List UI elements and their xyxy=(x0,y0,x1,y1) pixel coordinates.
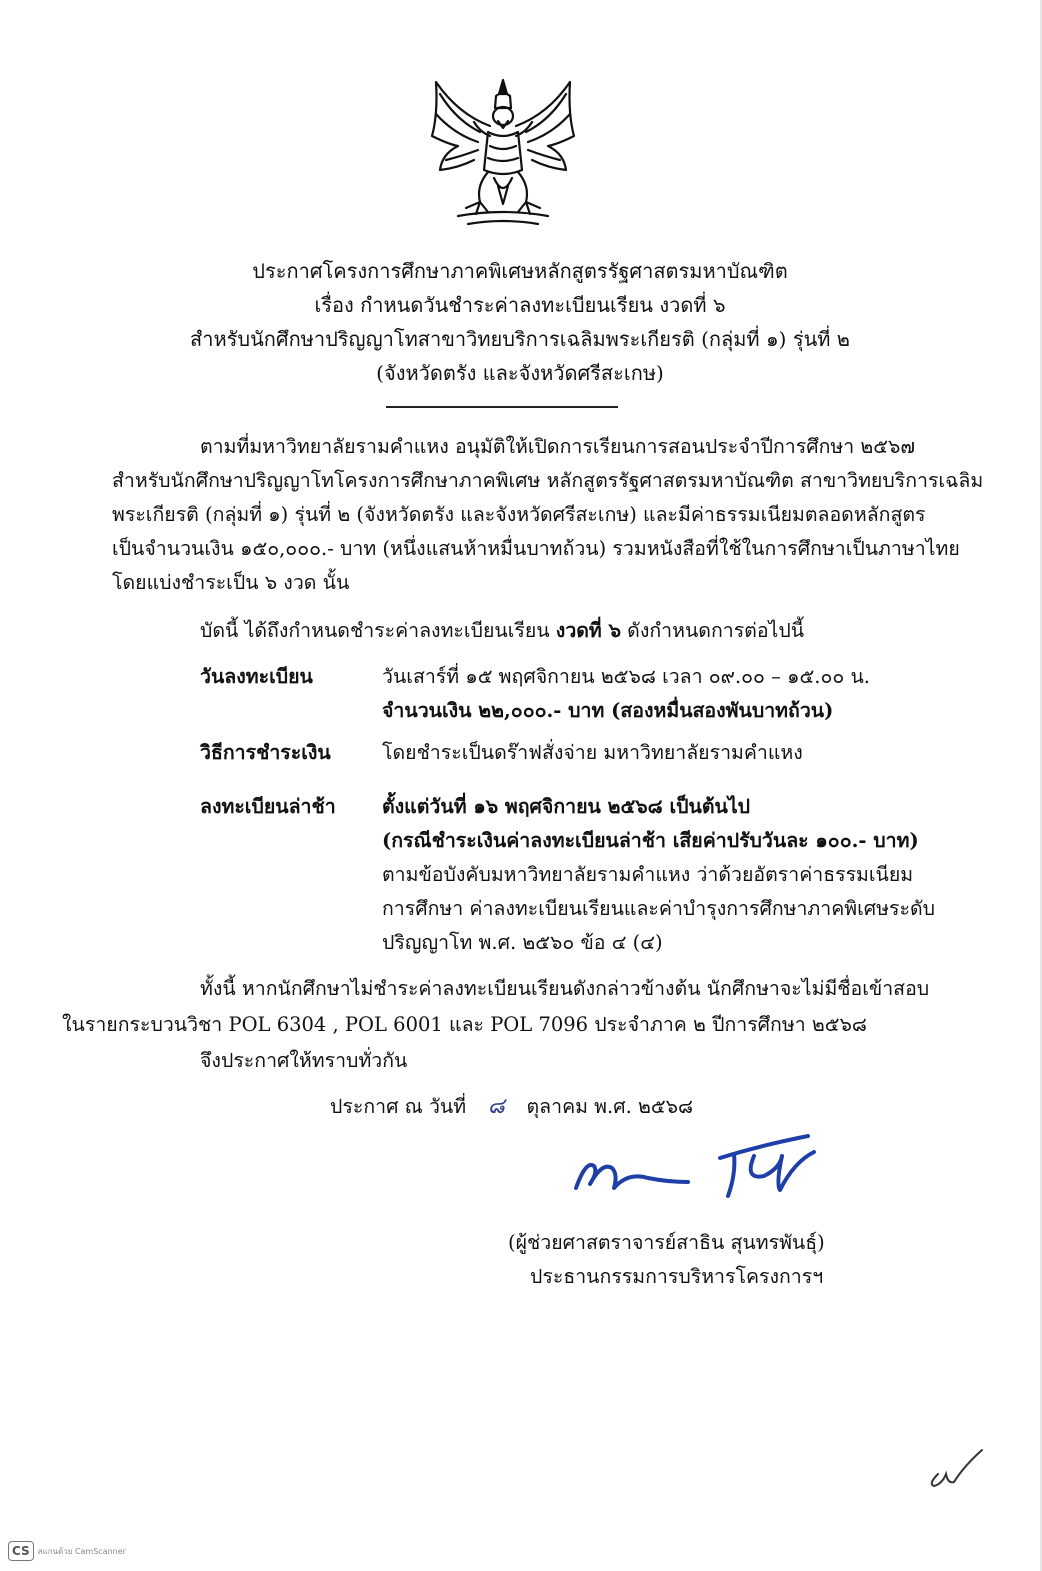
announce-line xyxy=(200,614,804,648)
payment-label: วิธีการชำระเงิน xyxy=(200,741,331,764)
garuda-emblem-icon xyxy=(418,74,588,234)
payment-method: โดยชำระเป็นดร๊าฟสั่งจ่าย มหาวิทยาลัยรามคำแหง xyxy=(382,741,803,764)
registration-label: วันลงทะเบียน xyxy=(200,665,313,688)
announcement-title xyxy=(120,254,920,390)
closing-line-1: ทั้งนี้ หากนักศึกษาไม่ชำระค่าลงทะเบียนเรียนดังกล่าวข้างต้น นักศึกษาจะไม่มีชื่อเข้าสอบ xyxy=(200,977,930,1000)
signatory-name: (ผู้ช่วยศาสตราจารย์สาธิน สุนทรพันธุ์) xyxy=(508,1231,825,1254)
registration-date: วันเสาร์ที่ ๑๕ พฤศจิกายน ๒๕๖๘ เวลา ๐๙.๐๐ – ๑๕.๐๐ น. xyxy=(382,665,870,688)
handwritten-signature xyxy=(568,1128,838,1204)
intro-line-5: โดยแบ่งชำระเป็น ๖ งวด นั้น xyxy=(112,571,350,594)
intro-line-3: พระเกียรติ (กลุ่มที่ ๑) รุ่นที่ ๒ (จังหวัดตรัง และจังหวัดศรีสะเกษ) และมีค่าธรรมเนียมตลอดหลักสูตร xyxy=(112,503,926,526)
camscanner-logo: CS xyxy=(8,1541,34,1561)
camscanner-caption: สแกนด้วย CamScanner xyxy=(37,1546,126,1556)
announce-dateline xyxy=(330,1090,693,1124)
late-regulation-3: ปริญญาโท พ.ศ. ๒๕๖๐ ข้อ ๔ (๔) xyxy=(382,931,663,954)
intro-line-4: เป็นจำนวนเงิน ๑๕๐,๐๐๐.- บาท (หนึ่งแสนห้าหมื่นบาทถ้วน) รวมหนังสือที่ใช้ในการศึกษาเป็นภาษาไทย xyxy=(112,537,960,560)
intro-line-2: สำหรับนักศึกษาปริญญาโทโครงการศึกษาภาคพิเศษ หลักสูตรรัฐศาสตรมหาบัณฑิต สาขาวิทยบริการเฉลิม xyxy=(112,469,984,492)
closing-line-3: จึงประกาศให้ทราบทั่วกัน xyxy=(200,1049,408,1072)
signatory-position: ประธานกรรมการบริหารโครงการฯ xyxy=(530,1265,824,1288)
late-label: ลงทะเบียนล่าช้า xyxy=(200,795,336,818)
intro-line-1: ตามที่มหาวิทยาลัยรามคำแหง อนุมัติให้เปิดการเรียนการสอนประจำปีการศึกษา ๒๕๖๗ xyxy=(200,435,916,458)
announce-installment: งวดที่ ๖ xyxy=(555,619,621,642)
registration-amount: จำนวนเงิน ๒๒,๐๐๐.- บาท (สองหมื่นสองพันบาทถ้วน) xyxy=(382,699,834,722)
title-subject: เรื่อง กำหนดวันชำระค่าลงทะเบียนเรียน งวดที่ ๖ xyxy=(314,293,726,317)
title-line-4: (จังหวัดตรัง และจังหวัดศรีสะเกษ) xyxy=(376,361,664,385)
dateline-day: ๘ xyxy=(487,1094,505,1119)
late-regulation-1: ตามข้อบังคับมหาวิทยาลัยรามคำแหง ว่าด้วยอัตราค่าธรรมเนียม xyxy=(382,863,914,886)
dateline-suffix: ตุลาคม พ.ศ. ๒๕๖๘ xyxy=(526,1095,694,1118)
announce-prefix: บัดนี้ ได้ถึงกำหนดชำระค่าลงทะเบียนเรียน xyxy=(200,619,556,642)
title-line-1: ประกาศโครงการศึกษาภาคพิเศษหลักสูตรรัฐศาสตรมหาบัณฑิต xyxy=(252,259,788,283)
late-regulation-2: การศึกษา ค่าลงทะเบียนเรียนและค่าบำรุงการศึกษาภาคพิเศษระดับ xyxy=(382,897,936,920)
late-start: ตั้งแต่วันที่ ๑๖ พฤศจิกายน ๒๕๖๘ เป็นต้นไป xyxy=(382,795,751,818)
announce-suffix: ดังกำหนดการต่อไปนี้ xyxy=(620,619,805,642)
camscanner-watermark xyxy=(8,1540,126,1562)
title-line-3: สำหรับนักศึกษาปริญญาโทสาขาวิทยบริการเฉลิมพระเกียรติ (กลุ่มที่ ๑) รุ่นที่ ๒ xyxy=(190,327,850,351)
late-fee: (กรณีชำระเงินค่าลงทะเบียนล่าช้า เสียค่าปรับวันละ ๑๐๐.- บาท) xyxy=(382,829,919,852)
title-divider xyxy=(386,406,618,408)
closing-line-2: ในรายกระบวนวิชา POL 6304 , POL 6001 และ POL 7096 ประจำภาค ๒ ปีการศึกษา ๒๕๖๘ xyxy=(62,1013,867,1036)
dateline-prefix: ประกาศ ณ วันที่ xyxy=(330,1095,467,1118)
handwritten-initial xyxy=(924,1444,994,1490)
